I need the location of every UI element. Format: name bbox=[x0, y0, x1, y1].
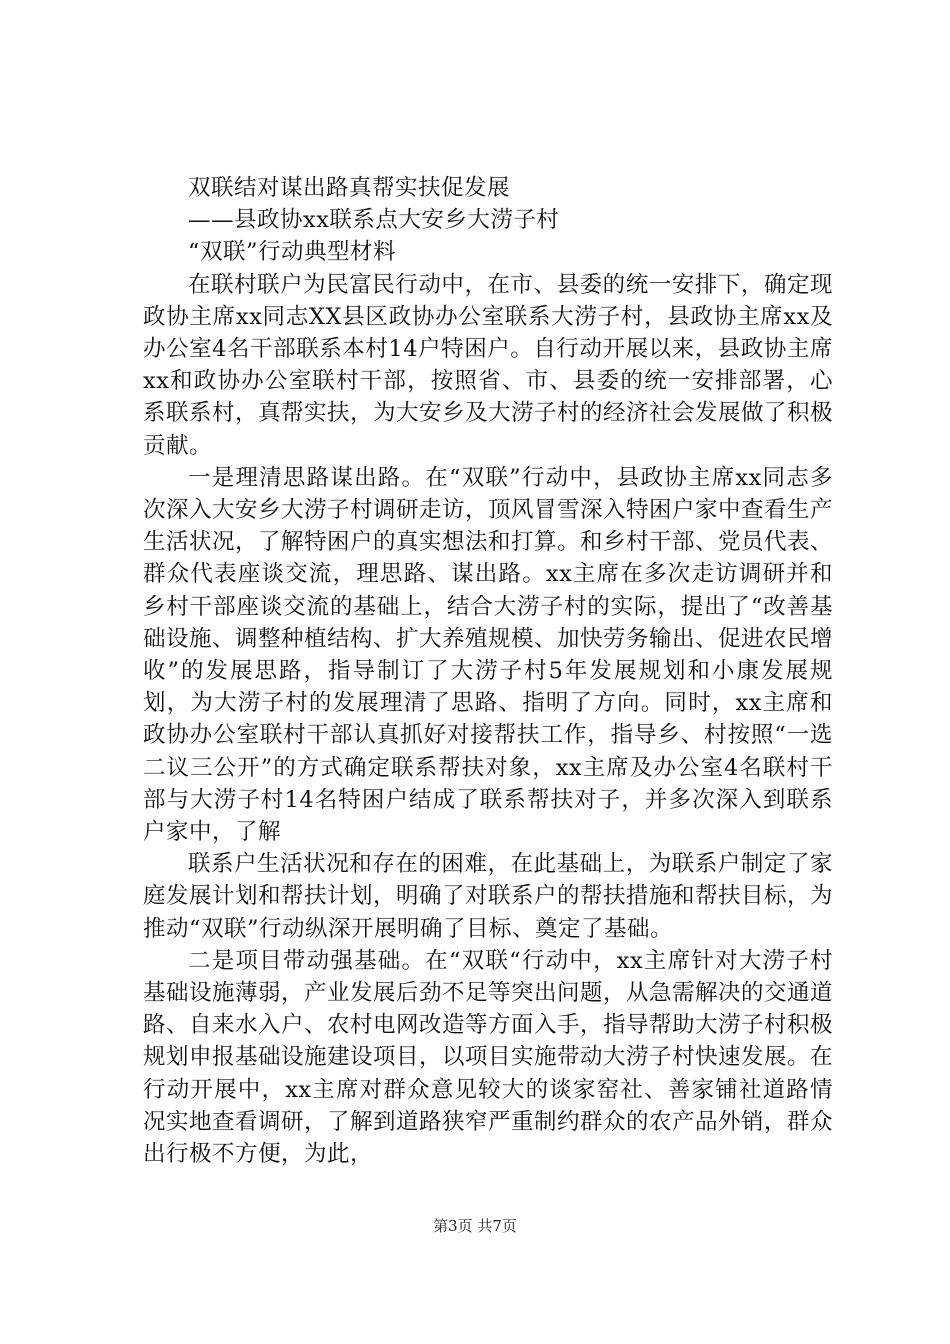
paragraph-section-1: 一是理清思路谋出路。在“双联”行动中，县政协主席xx同志多次深入大安乡大涝子村调研走访，顶风冒雪深入特困户家中查看生产生活状况，了解特困户的真实想法和打算。和乡村干部、党员代表、群众代表座谈交流，理思路、谋出路。xx主席在多次走访调研并和乡村干部座谈交流的基础上，结合大涝子村的实际，提出了“改善基础设施、调整种植结构、扩大养殖规模、加快劳务输出、促进农民增收”的发展思路，指导制订了大涝子村5年发展规划和小康发展规划，为大涝子村的发展理清了思路、指明了方向。同时，xx主席和政协办公室联村干部认真抓好对接帮扶工作，指导乡、村按照“一选二议三公开”的方式确定联系帮扶对象，xx主席及办公室4名联村干部与大涝子村14名特困户结成了联系帮扶对子，并多次深入到联系户家中，了解 bbox=[143, 464, 834, 846]
paragraph-section-1-cont: 联系户生活状况和存在的困难，在此基础上，为联系户制定了家庭发展计划和帮扶计划，明确了对联系户的帮扶措施和帮扶目标，为推动“双联”行动纵深开展明确了目标、奠定了基础。 bbox=[143, 851, 834, 942]
paragraph-section-2: 二是项目带动强基础。在“双联“行动中，xx主席针对大涝子村基础设施薄弱，产业发展后劲不足等突出问题，从急需解决的交通道路、自来水入户、农村电网改造等方面入手，指导帮助大涝子村积极规划申报基础设施建设项目，以项目实施带动大涝子村快速发展。在行动开展中，xx主席对群众意见较大的谈家窑社、善家铺社道路情况实地查看调研，了解到道路狭窄严重制约群众的农产品外销，群众出行极不方便，为此， bbox=[143, 947, 834, 1168]
document-body bbox=[143, 172, 833, 1170]
document-subtitle: ——县政协xx联系点大安乡大涝子村 bbox=[188, 207, 560, 234]
document-subtitle-2: “双联”行动典型材料 bbox=[188, 239, 397, 266]
paragraph-intro: 在联村联户为民富民行动中，在市、县委的统一安排下，确定现政协主席xx同志XX县区政协办公室联系大涝子村，县政协主席xx及办公室4名干部联系本村14户特困户。自行动开展以来，县政协主席xx和政协办公室联村干部，按照省、市、县委的统一安排部署，心系联系村，真帮实扶，为大安乡及大涝子村的经济社会发展做了积极贡献。 bbox=[143, 271, 834, 459]
document-title: 双联结对谋出路真帮实扶促发展 bbox=[188, 175, 511, 201]
page-number: 第3页 共7页 bbox=[433, 1217, 517, 1235]
